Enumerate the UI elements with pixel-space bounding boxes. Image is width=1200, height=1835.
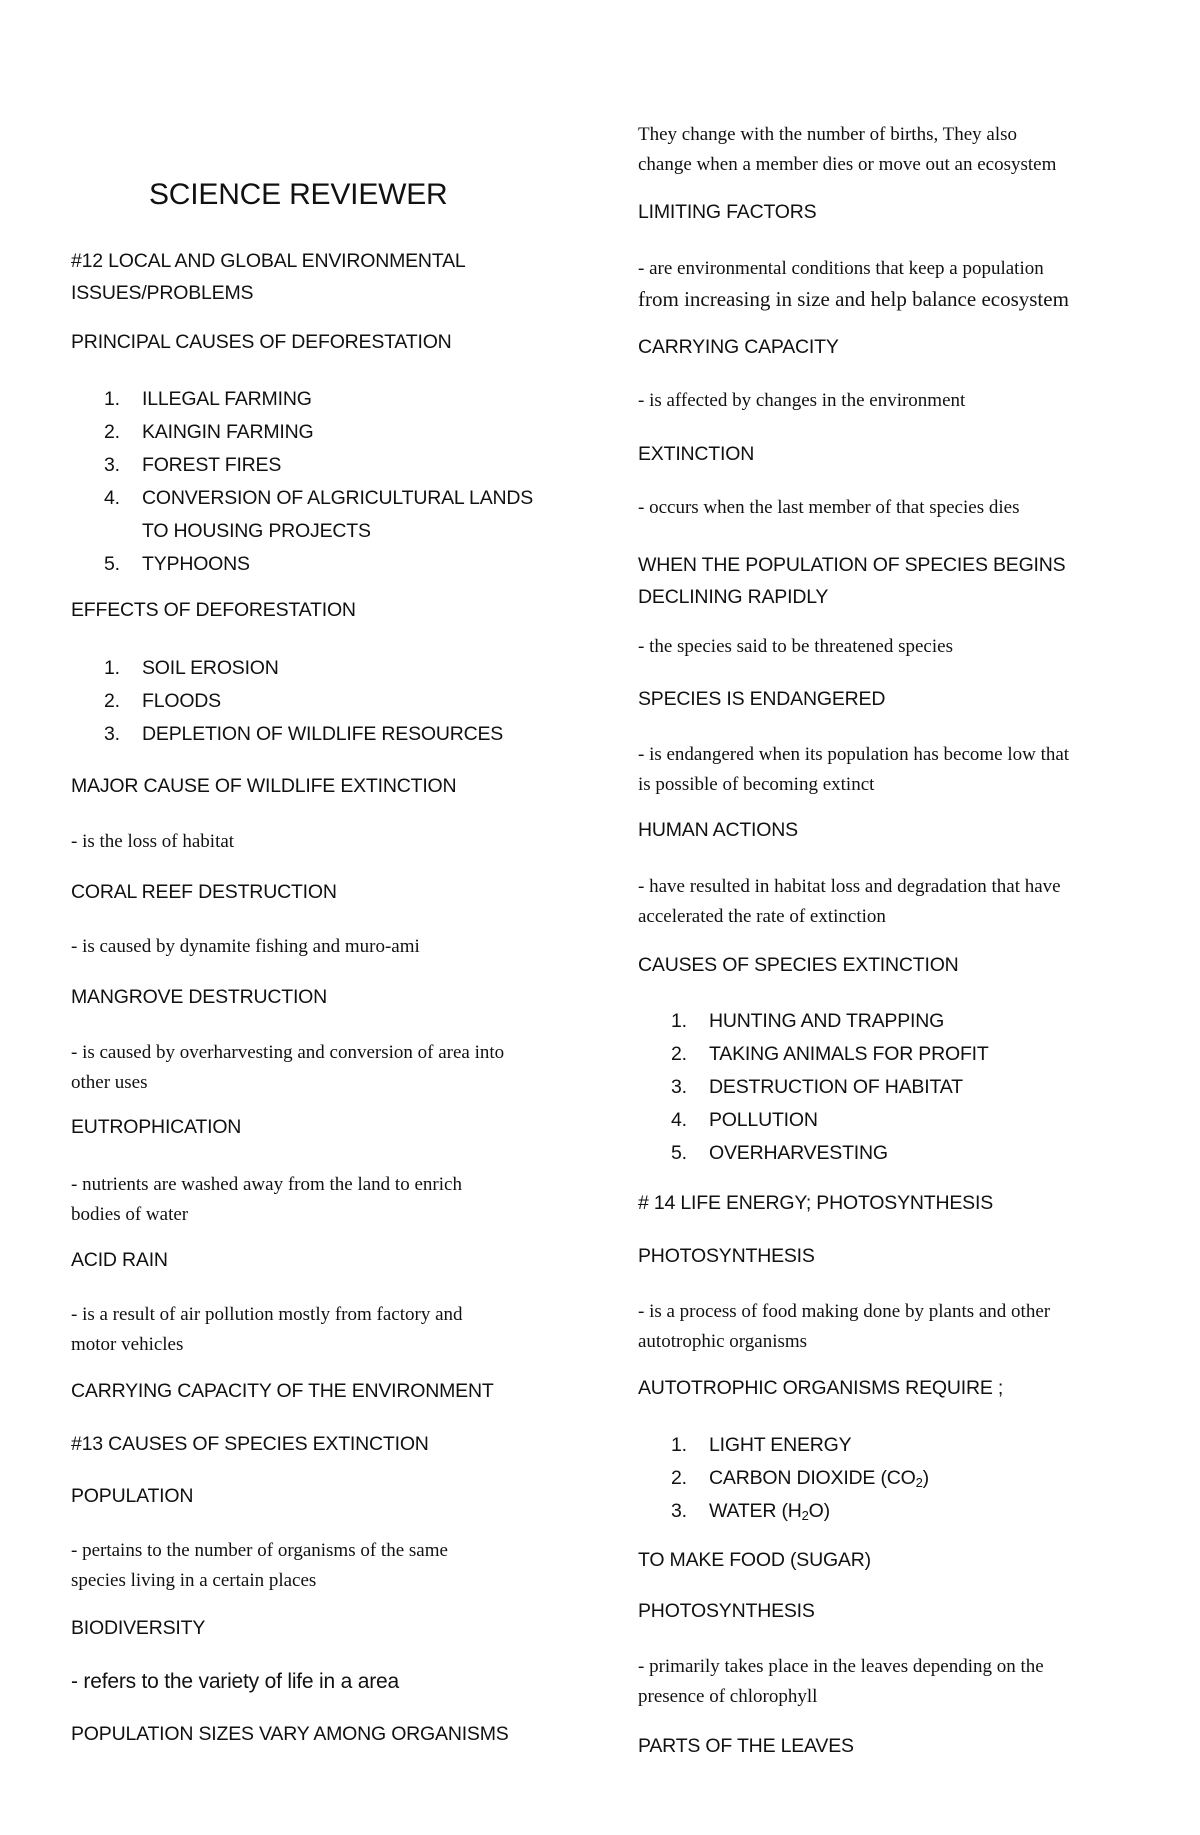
endangered-heading: SPECIES IS ENDANGERED: [638, 688, 886, 710]
list-item: 2. KAINGIN FARMING: [104, 421, 314, 443]
list-item: 3. DESTRUCTION OF HABITAT: [671, 1076, 963, 1098]
autotrophic-requirements-heading: AUTOTROPHIC ORGANISMS REQUIRE ;: [638, 1377, 1004, 1399]
list-item: 1. SOIL EROSION: [104, 657, 279, 679]
population-sizes-heading: POPULATION SIZES VARY AMONG ORGANISMS: [71, 1723, 509, 1745]
coral-reef-definition: - is caused by dynamite fishing and muro-ami: [71, 936, 420, 957]
acid-rain-heading: ACID RAIN: [71, 1249, 168, 1271]
wildlife-extinction-definition: - is the loss of habitat: [71, 831, 235, 852]
make-food-heading: TO MAKE FOOD (SUGAR): [638, 1549, 871, 1571]
photosynthesis-heading: PHOTOSYNTHESIS: [638, 1245, 815, 1267]
list-item: 2. CARBON DIOXIDE $(CO_2)$: [671, 1467, 929, 1490]
population-heading: POPULATION: [71, 1485, 194, 1507]
deforestation-causes-heading: PRINCIPAL CAUSES OF DEFORESTATION: [71, 331, 452, 353]
list-item: 3. DEPLETION OF WILDLIFE RESOURCES: [104, 723, 504, 745]
coral-reef-heading: CORAL REEF DESTRUCTION: [71, 881, 337, 903]
list-item: 5. OVERHARVESTING: [671, 1142, 888, 1164]
section-12-heading: #12 LOCAL AND GLOBAL ENVIRONMENTAL ISSUES/PROBLEMS: [71, 250, 466, 304]
acid-rain-definition: - is a result of air pollution mostly from factory and motor vehicles: [71, 1304, 463, 1355]
list-item: 5. TYPHOONS: [104, 553, 250, 575]
mangrove-definition: - is caused by overharvesting and conversion of area into other uses: [71, 1042, 505, 1093]
carrying-capacity-environment-heading: CARRYING CAPACITY OF THE ENVIRONMENT: [71, 1380, 494, 1402]
biodiversity-definition: - refers to the variety of life in a area: [71, 1670, 399, 1693]
list-item: 2. FLOODS: [104, 690, 221, 712]
declining-population-heading: WHEN THE POPULATION OF SPECIES BEGINS DECLINING RAPIDLY: [638, 554, 1066, 608]
mangrove-heading: MANGROVE DESTRUCTION: [71, 986, 328, 1008]
threatened-species-definition: - the species said to be threatened species: [638, 636, 953, 657]
wildlife-extinction-heading: MAJOR CAUSE OF WILDLIFE EXTINCTION: [71, 775, 457, 797]
deforestation-causes-list: [71, 383, 533, 581]
deforestation-effects-heading: EFFECTS OF DEFORESTATION: [71, 599, 356, 621]
parts-of-leaves-heading: PARTS OF THE LEAVES: [638, 1735, 854, 1757]
population-change-text: They change with the number of births, They also change when a member dies or move out an ecosystem: [638, 124, 1057, 175]
page-title: SCIENCE REVIEWER: [149, 178, 448, 211]
section-14-heading: # 14 LIFE ENERGY; PHOTOSYNTHESIS: [638, 1192, 993, 1214]
list-item: 3. FOREST FIRES: [104, 454, 282, 476]
list-item: 2. TAKING ANIMALS FOR PROFIT: [671, 1043, 989, 1065]
human-actions-definition: - have resulted in habitat loss and degradation that have accelerated the rate of extinction: [638, 876, 1061, 927]
population-definition: - pertains to the number of organisms of the same species living in a certain places: [71, 1540, 448, 1591]
human-actions-heading: HUMAN ACTIONS: [638, 819, 798, 841]
species-extinction-causes-list: [638, 1005, 989, 1170]
extinction-definition: - occurs when the last member of that species dies: [638, 497, 1020, 518]
eutrophication-heading: EUTROPHICATION: [71, 1116, 242, 1138]
list-item: 1. LIGHT ENERGY: [671, 1434, 852, 1456]
species-extinction-causes-heading: CAUSES OF SPECIES EXTINCTION: [638, 954, 959, 976]
limiting-factors-heading: LIMITING FACTORS: [638, 201, 817, 223]
list-item: 4. POLLUTION: [671, 1109, 818, 1131]
photosynthesis-definition: - is a process of food making done by plants and other autotrophic organisms: [638, 1301, 1051, 1352]
photosynthesis-location-definition: - primarily takes place in the leaves depending on the presence of chlorophyll: [638, 1656, 1044, 1707]
list-item: 3. WATER $(H_2O)$: [671, 1500, 830, 1523]
deforestation-effects-list: [71, 652, 503, 751]
photosynthesis-location-heading: PHOTOSYNTHESIS: [638, 1600, 815, 1622]
endangered-definition: - is endangered when its population has become low that is possible of becoming extinct: [638, 744, 1070, 795]
autotrophic-requirements-list: [638, 1429, 929, 1528]
extinction-heading: EXTINCTION: [638, 443, 755, 465]
list-item: 1. HUNTING AND TRAPPING: [671, 1010, 945, 1032]
biodiversity-heading: BIODIVERSITY: [71, 1617, 206, 1639]
list-item: 1. ILLEGAL FARMING: [104, 388, 312, 410]
limiting-factors-definition: - are environmental conditions that keep a population from increasing in size and help balance ecosystem: [638, 258, 1069, 311]
eutrophication-definition: - nutrients are washed away from the land to enrich bodies of water: [71, 1174, 462, 1225]
carrying-capacity-heading: CARRYING CAPACITY: [638, 336, 839, 358]
list-item: 4. CONVERSION OF ALGRICULTURAL LANDS TO HOUSING PROJECTS: [104, 487, 534, 542]
section-13-heading: #13 CAUSES OF SPECIES EXTINCTION: [71, 1433, 429, 1455]
carrying-capacity-definition: - is affected by changes in the environment: [638, 390, 966, 411]
